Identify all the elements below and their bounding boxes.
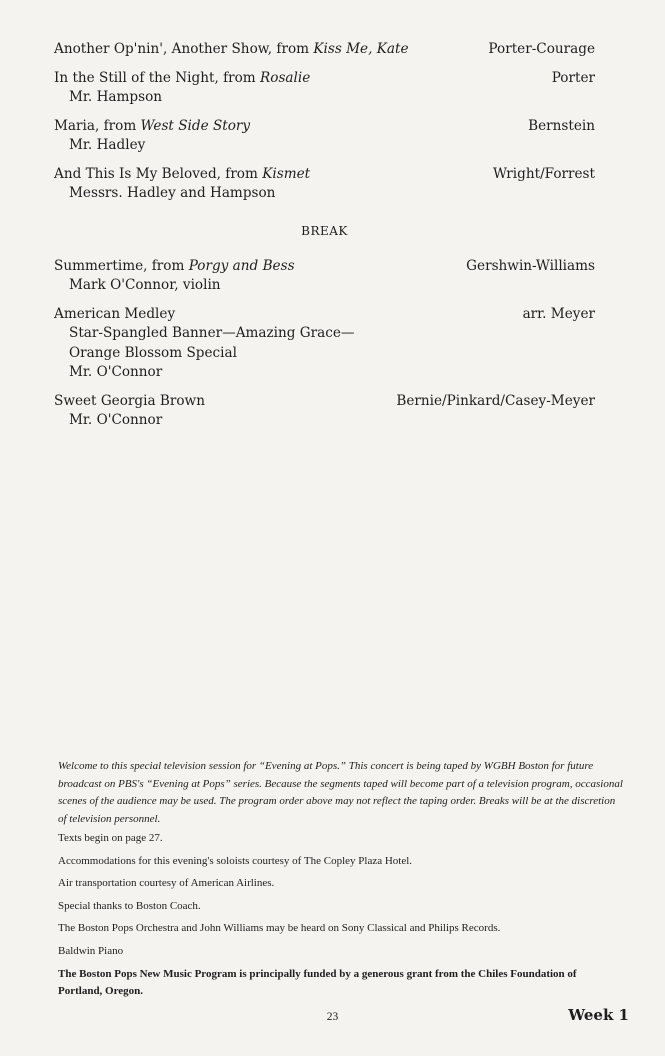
- program-notes: [58, 758, 623, 999]
- item-title: Summertime, from Porgy and Bess: [54, 257, 295, 274]
- intermission-label: BREAK: [301, 223, 348, 238]
- item-performer: Mr. O'Connor: [69, 364, 163, 380]
- program-item-sweet-georgia-brown: [54, 392, 595, 431]
- item-composer: Bernie/Pinkard/Casey-Meyer: [396, 392, 595, 409]
- program-item-maria: [54, 117, 595, 156]
- item-composer: Porter: [551, 69, 595, 86]
- thanks-note: Special thanks to Boston Coach.: [58, 899, 201, 912]
- item-performer: Mark O'Connor, violin: [69, 277, 221, 293]
- item-composer: Gershwin-Williams: [466, 257, 595, 274]
- program-listing: [54, 40, 595, 440]
- records-note: The Boston Pops Orchestra and John Williams may be heard on Sony Classical and Philips Records.: [58, 922, 501, 934]
- welcome-note: Welcome to this special television session for “Evening at Pops.” This concert is being taped by WGBH Boston for future broadcast on PBS's “Evening at Pops” series. Because the segments taped will become part of a television program, occasional scenes of the audience may be used. The program order above may not reflect the taping order. Breaks will be at the discretion of television personnel.: [58, 760, 623, 825]
- item-title: And This Is My Beloved, from Kismet: [54, 165, 311, 182]
- week-label: Week 1: [568, 1006, 629, 1024]
- item-composer: Porter-Courage: [488, 41, 595, 57]
- item-title: Maria, from West Side Story: [54, 117, 251, 134]
- medley-line: Orange Blossom Special: [69, 344, 237, 361]
- item-title: Another Op'nin', Another Show, from Kiss Me, Kate: [54, 41, 409, 57]
- program-item-american-medley: [54, 305, 595, 383]
- funding-note: The Boston Pops New Music Program is principally funded by a generous grant from the Chiles Foundation of Portland, Oregon.: [58, 968, 577, 997]
- program-item-still-of-the-night: [54, 69, 595, 108]
- accommodations-note: Accommodations for this evening's soloists courtesy of The Copley Plaza Hotel.: [58, 854, 413, 867]
- air-transport-note: Air transportation courtesy of American Airlines.: [58, 877, 275, 889]
- item-title: Sweet Georgia Brown: [54, 392, 205, 409]
- item-composer: arr. Meyer: [522, 305, 595, 322]
- item-composer: Wright/Forrest: [492, 165, 595, 182]
- piano-note: Baldwin Piano: [58, 944, 124, 957]
- page-number: 23: [326, 1011, 339, 1023]
- item-performer: Messrs. Hadley and Hampson: [69, 185, 276, 201]
- medley-line: Star-Spangled Banner—Amazing Grace—: [69, 325, 355, 341]
- item-composer: Bernstein: [528, 117, 595, 134]
- program-item-summertime: [54, 257, 595, 296]
- item-title: In the Still of the Night, from Rosalie: [54, 69, 311, 86]
- item-performer: Mr. Hadley: [69, 137, 146, 153]
- item-performer: Mr. O'Connor: [69, 412, 163, 428]
- item-performer: Mr. Hampson: [69, 89, 163, 105]
- texts-note: Texts begin on page 27.: [58, 832, 163, 844]
- program-item-another-opnin: [54, 40, 595, 60]
- program-item-this-is-my-beloved: [54, 165, 595, 204]
- item-title: American Medley: [54, 305, 176, 322]
